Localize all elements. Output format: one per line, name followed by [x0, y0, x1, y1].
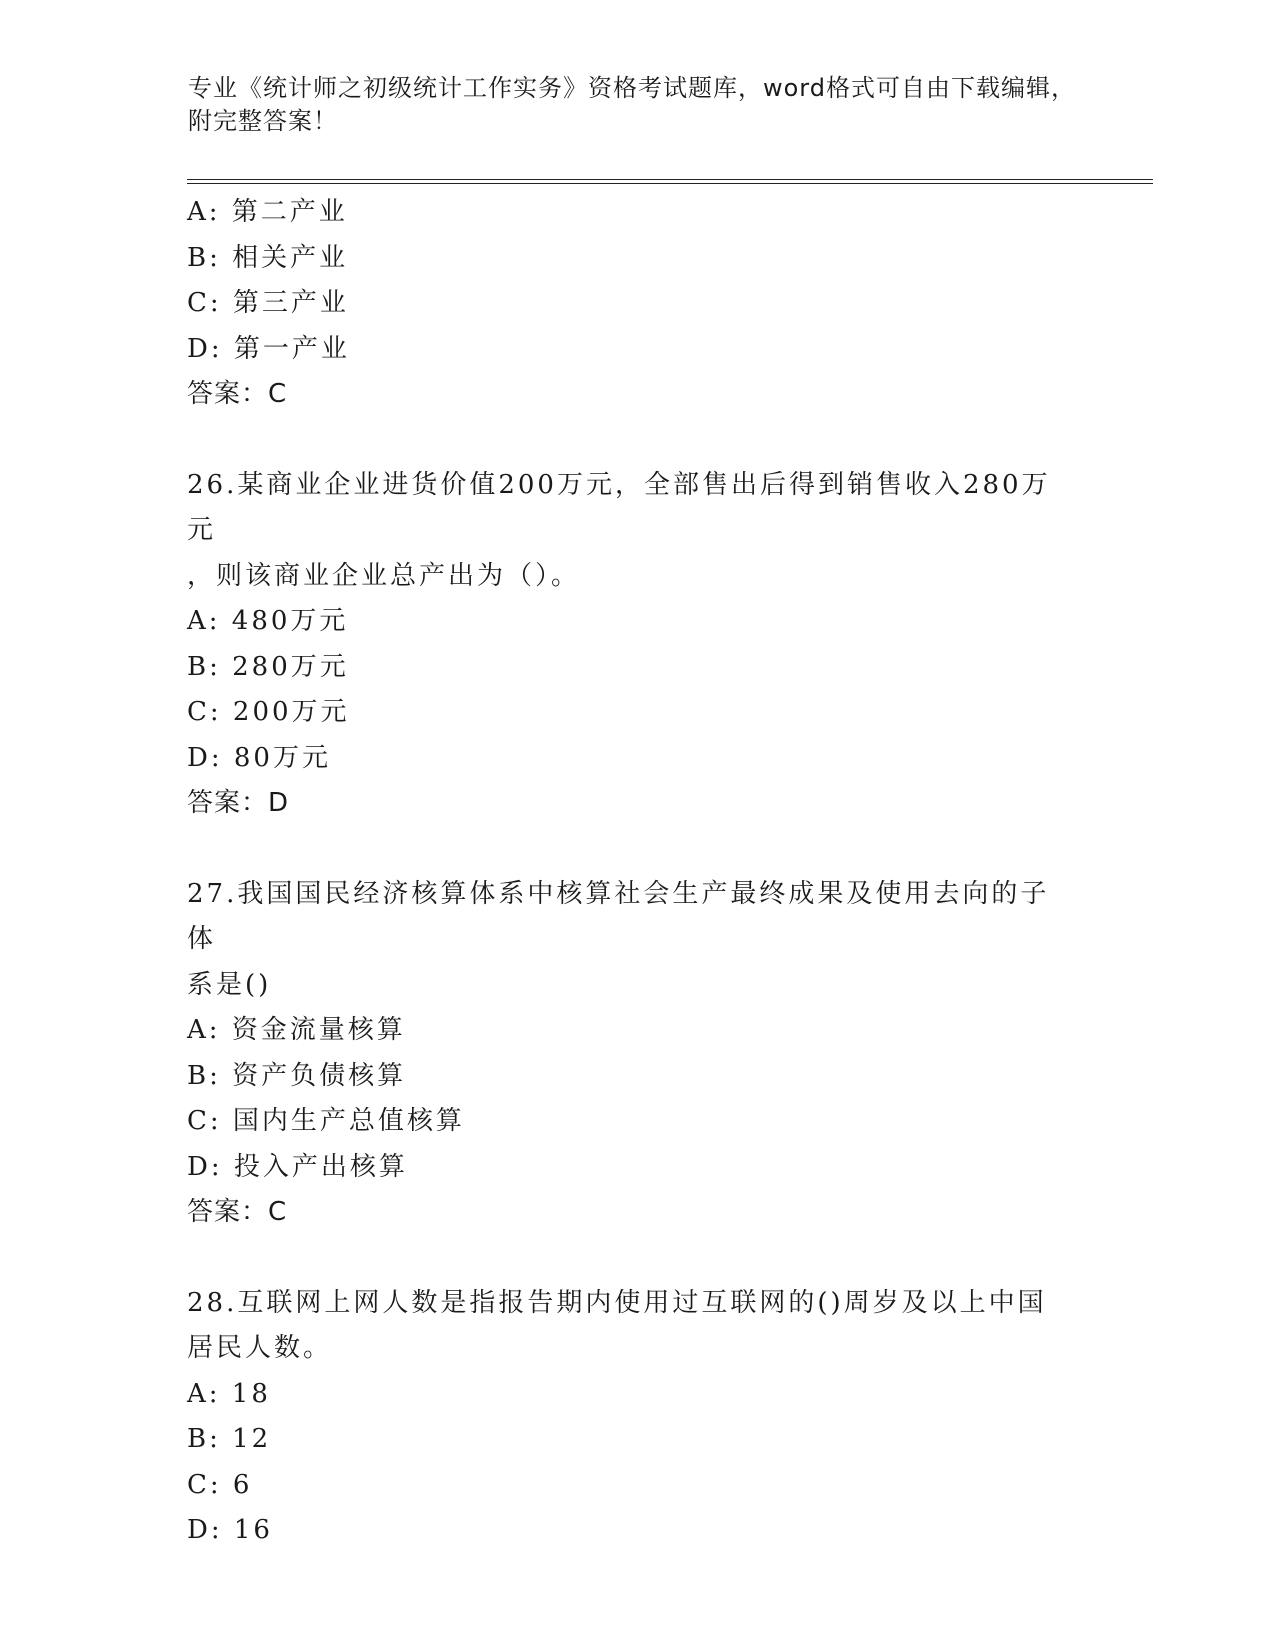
question-text-line-2: 系是() — [187, 969, 272, 1000]
question-text — [187, 463, 1067, 600]
option-b: B: 12 — [187, 1424, 272, 1454]
question-text — [187, 872, 1067, 1009]
option-a: A: 资金流量核算 — [187, 1015, 406, 1045]
question-text-line-2: 居民人数。 — [187, 1333, 333, 1363]
option-a: A: 18 — [187, 1378, 271, 1409]
option-b: B: 资产负债核算 — [187, 1060, 407, 1091]
header-line-2: 附完整答案！ — [188, 107, 338, 135]
option-c: C: 第三产业 — [187, 288, 349, 318]
option-d: D: 80万元 — [187, 742, 331, 773]
question-28 — [187, 1281, 1087, 1554]
answer: 答案：C — [187, 379, 288, 409]
header-divider-bottom — [187, 183, 1153, 184]
option-c: C: 200万元 — [187, 697, 350, 727]
question-26 — [187, 463, 1087, 827]
question-list — [187, 190, 1087, 1554]
question-text-line-1: 27.我国国民经济核算体系中核算社会生产最终成果及使用去向的子体 — [187, 878, 1050, 954]
answer: 答案：C — [187, 1197, 288, 1227]
option-d: D: 16 — [187, 1515, 273, 1545]
header-line-1: 专业《统计师之初级统计工作实务》资格考试题库，word格式可自由下载编辑， — [188, 74, 1076, 102]
option-d: D: 投入产出核算 — [187, 1151, 408, 1182]
option-b: B: 相关产业 — [187, 242, 349, 273]
question-text-line-1: 26.某商业企业进货价值200万元，全部售出后得到销售收入280万元 — [187, 469, 1051, 545]
header-divider-top — [187, 179, 1153, 180]
question-25 — [187, 190, 1087, 418]
option-a: A: 480万元 — [187, 606, 349, 636]
option-a: A: 第二产业 — [187, 197, 348, 227]
question-27 — [187, 872, 1087, 1236]
question-text — [187, 1281, 1067, 1372]
question-text-line-1: 28.互联网上网人数是指报告期内使用过互联网的()周岁及以上中国 — [187, 1287, 1047, 1318]
document-header — [188, 72, 1088, 138]
answer: 答案：D — [187, 788, 290, 818]
option-c: C: 国内生产总值核算 — [187, 1106, 465, 1136]
question-text-line-2: ，则该商业企业总产出为（）。 — [187, 560, 581, 591]
option-b: B: 280万元 — [187, 651, 349, 682]
option-d: D: 第一产业 — [187, 333, 350, 364]
option-c: C: 6 — [187, 1469, 253, 1500]
